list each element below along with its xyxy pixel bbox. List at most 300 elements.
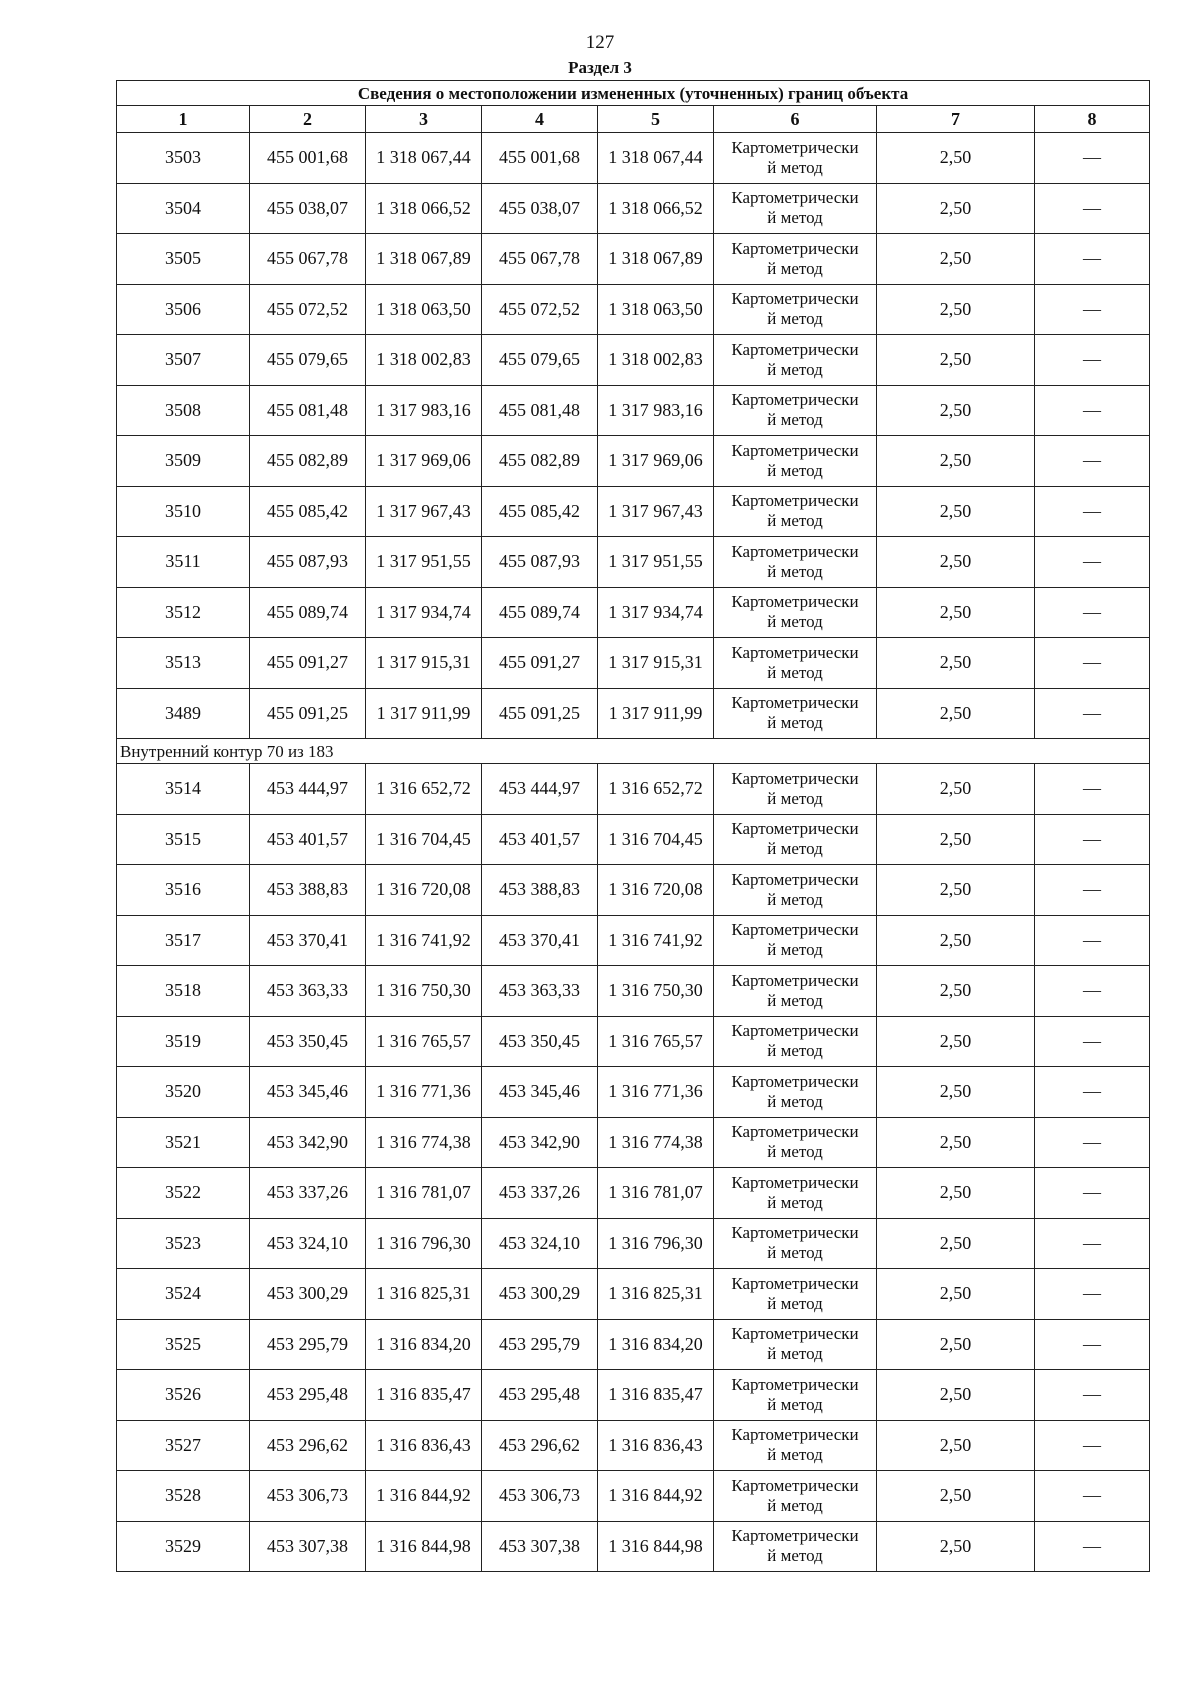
x-new-cell: 453 345,46 <box>482 1067 598 1118</box>
method-cell <box>714 486 877 537</box>
x-new-cell: 455 085,42 <box>482 486 598 537</box>
y-new-cell: 1 316 781,07 <box>598 1168 714 1219</box>
method-cell <box>714 537 877 588</box>
x-old-cell: 453 444,97 <box>250 764 366 815</box>
method-line-1: Картометрически <box>731 440 859 460</box>
method-line-1: Картометрически <box>731 137 859 157</box>
x-new-cell: 455 082,89 <box>482 436 598 487</box>
note-cell: — <box>1035 814 1150 865</box>
method-line-2: й метод <box>767 1495 823 1515</box>
x-new-cell: 453 401,57 <box>482 814 598 865</box>
note-cell: — <box>1035 1319 1150 1370</box>
table-row <box>117 764 1150 815</box>
y-new-cell: 1 316 825,31 <box>598 1269 714 1320</box>
note-cell: — <box>1035 865 1150 916</box>
y-new-cell: 1 316 741,92 <box>598 915 714 966</box>
contour-heading: Внутренний контур 70 из 183 <box>117 739 1150 764</box>
method-cell <box>714 1269 877 1320</box>
method-line-1: Картометрически <box>731 970 859 990</box>
column-number-3: 3 <box>366 106 482 133</box>
point-number-cell: 3523 <box>117 1218 250 1269</box>
x-old-cell: 455 072,52 <box>250 284 366 335</box>
point-number-cell: 3518 <box>117 966 250 1017</box>
method-cell <box>714 865 877 916</box>
x-old-cell: 453 363,33 <box>250 966 366 1017</box>
method-line-2: й метод <box>767 1041 823 1061</box>
method-cell <box>714 814 877 865</box>
method-line-1: Картометрически <box>731 238 859 258</box>
note-cell: — <box>1035 966 1150 1017</box>
accuracy-cell: 2,50 <box>877 436 1035 487</box>
method-line-1: Картометрически <box>731 819 859 839</box>
accuracy-cell: 2,50 <box>877 1168 1035 1219</box>
method-line-1: Картометрически <box>731 1374 859 1394</box>
section-title: Раздел 3 <box>568 58 632 77</box>
x-old-cell: 455 087,93 <box>250 537 366 588</box>
method-line-2: й метод <box>767 1243 823 1263</box>
x-new-cell: 453 295,79 <box>482 1319 598 1370</box>
note-cell: — <box>1035 638 1150 689</box>
method-line-1: Картометрически <box>731 768 859 788</box>
x-new-cell: 453 363,33 <box>482 966 598 1017</box>
method-cell <box>714 1420 877 1471</box>
y-old-cell: 1 317 915,31 <box>366 638 482 689</box>
x-old-cell: 455 085,42 <box>250 486 366 537</box>
note-cell: — <box>1035 537 1150 588</box>
x-new-cell: 455 072,52 <box>482 284 598 335</box>
x-old-cell: 453 370,41 <box>250 915 366 966</box>
table-row <box>117 133 1150 184</box>
note-cell: — <box>1035 234 1150 285</box>
method-line-1: Картометрически <box>731 1526 859 1546</box>
point-number-cell: 3520 <box>117 1067 250 1118</box>
method-line-2: й метод <box>767 1394 823 1414</box>
method-cell <box>714 1370 877 1421</box>
point-number-cell: 3511 <box>117 537 250 588</box>
method-line-1: Картометрически <box>731 541 859 561</box>
method-line-2: й метод <box>767 788 823 808</box>
y-new-cell: 1 318 063,50 <box>598 284 714 335</box>
point-number-cell: 3516 <box>117 865 250 916</box>
x-new-cell: 453 337,26 <box>482 1168 598 1219</box>
method-line-2: й метод <box>767 511 823 531</box>
method-line-1: Картометрически <box>731 1223 859 1243</box>
x-new-cell: 453 307,38 <box>482 1521 598 1572</box>
x-old-cell: 453 295,79 <box>250 1319 366 1370</box>
method-cell <box>714 587 877 638</box>
method-line-1: Картометрически <box>731 1475 859 1495</box>
column-number-2: 2 <box>250 106 366 133</box>
x-old-cell: 455 067,78 <box>250 234 366 285</box>
point-number-cell: 3525 <box>117 1319 250 1370</box>
x-new-cell: 455 079,65 <box>482 335 598 386</box>
table-row <box>117 1521 1150 1572</box>
x-old-cell: 453 401,57 <box>250 814 366 865</box>
method-line-2: й метод <box>767 208 823 228</box>
point-number-cell: 3519 <box>117 1016 250 1067</box>
y-new-cell: 1 317 983,16 <box>598 385 714 436</box>
accuracy-cell: 2,50 <box>877 1218 1035 1269</box>
column-number-4: 4 <box>482 106 598 133</box>
point-number-cell: 3522 <box>117 1168 250 1219</box>
x-old-cell: 453 306,73 <box>250 1471 366 1522</box>
x-old-cell: 453 324,10 <box>250 1218 366 1269</box>
method-cell <box>714 1016 877 1067</box>
y-new-cell: 1 317 911,99 <box>598 688 714 739</box>
accuracy-cell: 2,50 <box>877 284 1035 335</box>
method-line-1: Картометрически <box>731 1425 859 1445</box>
point-number-cell: 3508 <box>117 385 250 436</box>
x-new-cell: 453 296,62 <box>482 1420 598 1471</box>
method-line-1: Картометрически <box>731 289 859 309</box>
method-line-1: Картометрически <box>731 920 859 940</box>
table-row <box>117 183 1150 234</box>
y-old-cell: 1 316 652,72 <box>366 764 482 815</box>
method-line-2: й метод <box>767 1192 823 1212</box>
method-cell <box>714 1471 877 1522</box>
method-line-1: Картометрически <box>731 1122 859 1142</box>
x-new-cell: 453 350,45 <box>482 1016 598 1067</box>
point-number-cell: 3507 <box>117 335 250 386</box>
column-number-1: 1 <box>117 106 250 133</box>
table-row <box>117 688 1150 739</box>
method-cell <box>714 183 877 234</box>
note-cell: — <box>1035 1471 1150 1522</box>
point-number-cell: 3527 <box>117 1420 250 1471</box>
x-old-cell: 453 388,83 <box>250 865 366 916</box>
accuracy-cell: 2,50 <box>877 915 1035 966</box>
y-old-cell: 1 318 002,83 <box>366 335 482 386</box>
y-new-cell: 1 317 969,06 <box>598 436 714 487</box>
note-cell: — <box>1035 1117 1150 1168</box>
y-new-cell: 1 316 844,98 <box>598 1521 714 1572</box>
point-number-cell: 3524 <box>117 1269 250 1320</box>
point-number-cell: 3528 <box>117 1471 250 1522</box>
table-row <box>117 1067 1150 1118</box>
y-old-cell: 1 318 063,50 <box>366 284 482 335</box>
method-line-2: й метод <box>767 1445 823 1465</box>
table-caption: Сведения о местоположении измененных (уточненных) границ объекта <box>117 81 1150 106</box>
x-new-cell: 453 444,97 <box>482 764 598 815</box>
y-new-cell: 1 318 066,52 <box>598 183 714 234</box>
table-row <box>117 284 1150 335</box>
method-cell <box>714 915 877 966</box>
method-cell <box>714 284 877 335</box>
y-old-cell: 1 317 934,74 <box>366 587 482 638</box>
boundary-coordinates-table <box>116 80 1150 1572</box>
method-line-2: й метод <box>767 561 823 581</box>
method-line-1: Картометрически <box>731 592 859 612</box>
y-old-cell: 1 318 066,52 <box>366 183 482 234</box>
table-row <box>117 1269 1150 1320</box>
method-cell <box>714 1319 877 1370</box>
accuracy-cell: 2,50 <box>877 1067 1035 1118</box>
table-row <box>117 1117 1150 1168</box>
x-old-cell: 455 091,25 <box>250 688 366 739</box>
y-new-cell: 1 317 915,31 <box>598 638 714 689</box>
method-line-2: й метод <box>767 1142 823 1162</box>
point-number-cell: 3510 <box>117 486 250 537</box>
point-number-cell: 3521 <box>117 1117 250 1168</box>
method-cell <box>714 1521 877 1572</box>
x-old-cell: 453 300,29 <box>250 1269 366 1320</box>
method-line-2: й метод <box>767 662 823 682</box>
y-new-cell: 1 316 836,43 <box>598 1420 714 1471</box>
x-new-cell: 455 001,68 <box>482 133 598 184</box>
y-new-cell: 1 316 765,57 <box>598 1016 714 1067</box>
table-row <box>117 587 1150 638</box>
y-old-cell: 1 316 834,20 <box>366 1319 482 1370</box>
y-new-cell: 1 316 652,72 <box>598 764 714 815</box>
note-cell: — <box>1035 1269 1150 1320</box>
table-row <box>117 814 1150 865</box>
table-row <box>117 1016 1150 1067</box>
point-number-cell: 3506 <box>117 284 250 335</box>
x-new-cell: 453 306,73 <box>482 1471 598 1522</box>
page-number: 127 <box>585 32 615 53</box>
x-new-cell: 453 388,83 <box>482 865 598 916</box>
note-cell: — <box>1035 1420 1150 1471</box>
point-number-cell: 3514 <box>117 764 250 815</box>
table-row <box>117 966 1150 1017</box>
table-row <box>117 234 1150 285</box>
y-old-cell: 1 316 704,45 <box>366 814 482 865</box>
y-new-cell: 1 316 844,92 <box>598 1471 714 1522</box>
accuracy-cell: 2,50 <box>877 764 1035 815</box>
x-old-cell: 455 038,07 <box>250 183 366 234</box>
method-cell <box>714 1168 877 1219</box>
method-line-1: Картометрически <box>731 1071 859 1091</box>
y-new-cell: 1 317 951,55 <box>598 537 714 588</box>
point-number-cell: 3526 <box>117 1370 250 1421</box>
x-new-cell: 453 295,48 <box>482 1370 598 1421</box>
table-row <box>117 436 1150 487</box>
column-number-8: 8 <box>1035 106 1150 133</box>
table-row <box>117 537 1150 588</box>
table-row <box>117 1319 1150 1370</box>
y-old-cell: 1 316 741,92 <box>366 915 482 966</box>
method-line-2: й метод <box>767 157 823 177</box>
note-cell: — <box>1035 1016 1150 1067</box>
method-line-2: й метод <box>767 713 823 733</box>
accuracy-cell: 2,50 <box>877 1319 1035 1370</box>
table-row <box>117 486 1150 537</box>
method-line-1: Картометрически <box>731 390 859 410</box>
x-new-cell: 455 091,25 <box>482 688 598 739</box>
method-line-1: Картометрически <box>731 1172 859 1192</box>
y-old-cell: 1 317 969,06 <box>366 436 482 487</box>
y-old-cell: 1 316 774,38 <box>366 1117 482 1168</box>
note-cell: — <box>1035 486 1150 537</box>
y-new-cell: 1 316 774,38 <box>598 1117 714 1168</box>
table-row <box>117 1168 1150 1219</box>
note-cell: — <box>1035 1067 1150 1118</box>
accuracy-cell: 2,50 <box>877 537 1035 588</box>
x-old-cell: 453 342,90 <box>250 1117 366 1168</box>
accuracy-cell: 2,50 <box>877 688 1035 739</box>
x-new-cell: 453 342,90 <box>482 1117 598 1168</box>
table-row <box>117 1370 1150 1421</box>
method-cell <box>714 764 877 815</box>
method-line-2: й метод <box>767 940 823 960</box>
point-number-cell: 3513 <box>117 638 250 689</box>
table-row <box>117 638 1150 689</box>
column-number-5: 5 <box>598 106 714 133</box>
method-cell <box>714 688 877 739</box>
y-old-cell: 1 317 983,16 <box>366 385 482 436</box>
x-old-cell: 455 089,74 <box>250 587 366 638</box>
table-row <box>117 1218 1150 1269</box>
x-new-cell: 455 081,48 <box>482 385 598 436</box>
method-cell <box>714 436 877 487</box>
x-new-cell: 453 370,41 <box>482 915 598 966</box>
method-cell <box>714 1218 877 1269</box>
point-number-cell: 3489 <box>117 688 250 739</box>
method-line-2: й метод <box>767 460 823 480</box>
y-old-cell: 1 317 951,55 <box>366 537 482 588</box>
x-old-cell: 453 307,38 <box>250 1521 366 1572</box>
x-old-cell: 455 082,89 <box>250 436 366 487</box>
note-cell: — <box>1035 915 1150 966</box>
method-line-1: Картометрически <box>731 339 859 359</box>
y-old-cell: 1 316 836,43 <box>366 1420 482 1471</box>
y-new-cell: 1 316 834,20 <box>598 1319 714 1370</box>
accuracy-cell: 2,50 <box>877 385 1035 436</box>
method-line-2: й метод <box>767 1344 823 1364</box>
x-new-cell: 455 038,07 <box>482 183 598 234</box>
method-line-1: Картометрически <box>731 869 859 889</box>
point-number-cell: 3509 <box>117 436 250 487</box>
y-old-cell: 1 316 771,36 <box>366 1067 482 1118</box>
accuracy-cell: 2,50 <box>877 1016 1035 1067</box>
x-new-cell: 455 087,93 <box>482 537 598 588</box>
method-cell <box>714 133 877 184</box>
method-line-2: й метод <box>767 1546 823 1566</box>
x-new-cell: 455 091,27 <box>482 638 598 689</box>
method-cell <box>714 335 877 386</box>
y-old-cell: 1 318 067,44 <box>366 133 482 184</box>
method-line-1: Картометрически <box>731 188 859 208</box>
method-line-2: й метод <box>767 410 823 430</box>
y-old-cell: 1 316 835,47 <box>366 1370 482 1421</box>
point-number-cell: 3515 <box>117 814 250 865</box>
method-line-2: й метод <box>767 309 823 329</box>
contour-heading-row <box>117 739 1150 764</box>
table-row <box>117 915 1150 966</box>
method-cell <box>714 1067 877 1118</box>
y-old-cell: 1 316 844,98 <box>366 1521 482 1572</box>
note-cell: — <box>1035 183 1150 234</box>
method-cell <box>714 385 877 436</box>
x-new-cell: 453 324,10 <box>482 1218 598 1269</box>
y-old-cell: 1 316 844,92 <box>366 1471 482 1522</box>
x-old-cell: 453 337,26 <box>250 1168 366 1219</box>
note-cell: — <box>1035 1168 1150 1219</box>
column-number-6: 6 <box>714 106 877 133</box>
note-cell: — <box>1035 764 1150 815</box>
method-line-2: й метод <box>767 359 823 379</box>
method-line-2: й метод <box>767 1091 823 1111</box>
note-cell: — <box>1035 688 1150 739</box>
x-old-cell: 455 081,48 <box>250 385 366 436</box>
x-old-cell: 453 350,45 <box>250 1016 366 1067</box>
accuracy-cell: 2,50 <box>877 486 1035 537</box>
accuracy-cell: 2,50 <box>877 335 1035 386</box>
method-line-2: й метод <box>767 990 823 1010</box>
method-line-2: й метод <box>767 258 823 278</box>
method-line-1: Картометрически <box>731 1021 859 1041</box>
note-cell: — <box>1035 284 1150 335</box>
accuracy-cell: 2,50 <box>877 966 1035 1017</box>
x-new-cell: 453 300,29 <box>482 1269 598 1320</box>
accuracy-cell: 2,50 <box>877 587 1035 638</box>
method-line-2: й метод <box>767 839 823 859</box>
accuracy-cell: 2,50 <box>877 1521 1035 1572</box>
y-new-cell: 1 317 934,74 <box>598 587 714 638</box>
y-new-cell: 1 318 067,44 <box>598 133 714 184</box>
method-line-1: Картометрически <box>731 693 859 713</box>
accuracy-cell: 2,50 <box>877 814 1035 865</box>
x-new-cell: 455 067,78 <box>482 234 598 285</box>
method-line-1: Картометрически <box>731 642 859 662</box>
y-old-cell: 1 318 067,89 <box>366 234 482 285</box>
point-number-cell: 3503 <box>117 133 250 184</box>
y-new-cell: 1 316 720,08 <box>598 865 714 916</box>
y-new-cell: 1 316 750,30 <box>598 966 714 1017</box>
accuracy-cell: 2,50 <box>877 1370 1035 1421</box>
note-cell: — <box>1035 385 1150 436</box>
point-number-cell: 3504 <box>117 183 250 234</box>
method-cell <box>714 966 877 1017</box>
table-row <box>117 1471 1150 1522</box>
accuracy-cell: 2,50 <box>877 638 1035 689</box>
method-cell <box>714 234 877 285</box>
table-body <box>117 133 1150 1572</box>
point-number-cell: 3512 <box>117 587 250 638</box>
accuracy-cell: 2,50 <box>877 133 1035 184</box>
method-cell <box>714 1117 877 1168</box>
note-cell: — <box>1035 133 1150 184</box>
y-new-cell: 1 317 967,43 <box>598 486 714 537</box>
method-line-1: Картометрически <box>731 1273 859 1293</box>
x-old-cell: 453 295,48 <box>250 1370 366 1421</box>
y-old-cell: 1 317 967,43 <box>366 486 482 537</box>
note-cell: — <box>1035 1218 1150 1269</box>
x-old-cell: 453 345,46 <box>250 1067 366 1118</box>
accuracy-cell: 2,50 <box>877 1471 1035 1522</box>
x-old-cell: 455 001,68 <box>250 133 366 184</box>
method-cell <box>714 638 877 689</box>
y-new-cell: 1 318 002,83 <box>598 335 714 386</box>
y-old-cell: 1 316 825,31 <box>366 1269 482 1320</box>
accuracy-cell: 2,50 <box>877 183 1035 234</box>
method-line-2: й метод <box>767 1293 823 1313</box>
table-row <box>117 865 1150 916</box>
method-line-2: й метод <box>767 889 823 909</box>
y-new-cell: 1 318 067,89 <box>598 234 714 285</box>
y-old-cell: 1 316 765,57 <box>366 1016 482 1067</box>
y-old-cell: 1 317 911,99 <box>366 688 482 739</box>
y-new-cell: 1 316 796,30 <box>598 1218 714 1269</box>
x-new-cell: 455 089,74 <box>482 587 598 638</box>
table-row <box>117 385 1150 436</box>
accuracy-cell: 2,50 <box>877 1420 1035 1471</box>
note-cell: — <box>1035 436 1150 487</box>
y-old-cell: 1 316 750,30 <box>366 966 482 1017</box>
point-number-cell: 3529 <box>117 1521 250 1572</box>
accuracy-cell: 2,50 <box>877 1269 1035 1320</box>
y-new-cell: 1 316 704,45 <box>598 814 714 865</box>
